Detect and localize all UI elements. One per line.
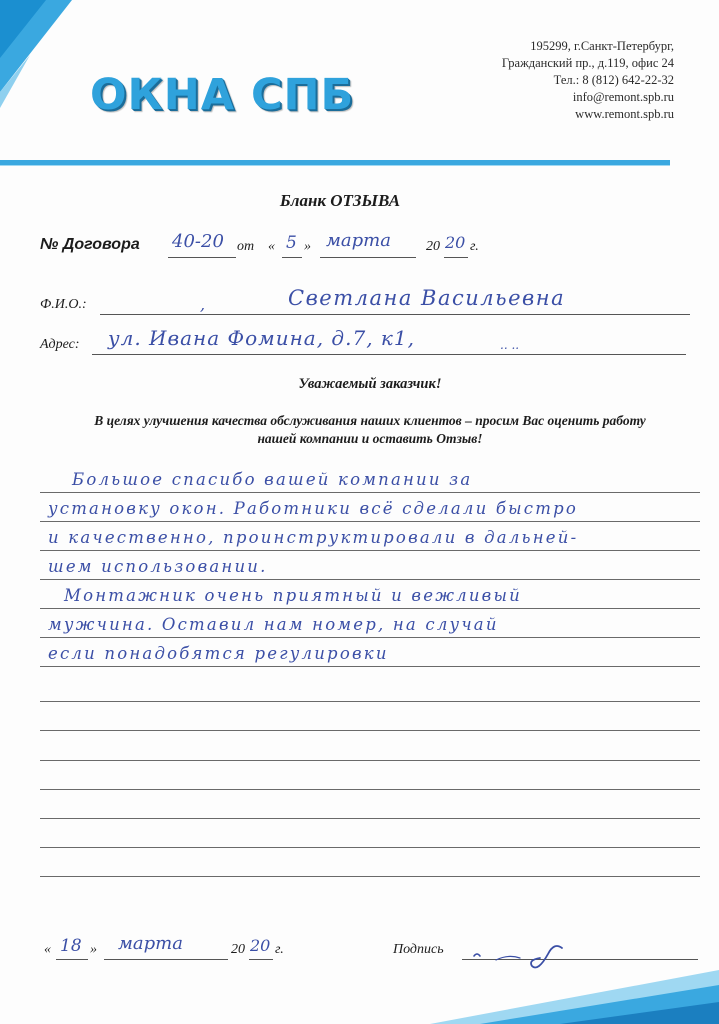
review-ruled-line xyxy=(40,760,700,761)
footer-year-prefix: 20 xyxy=(231,942,245,957)
review-text-line: Большое спасибо вашей компании за xyxy=(72,470,473,489)
quote-close: » xyxy=(304,239,311,254)
contract-month-value: марта xyxy=(326,230,391,251)
intro-line: В целях улучшения качества обслуживания наших клиентов – просим Вас оценить работу xyxy=(94,413,646,428)
review-ruled-line xyxy=(40,730,700,731)
review-text-line: если понадобятся регулировки xyxy=(48,644,389,663)
year-prefix: 20 xyxy=(426,239,440,254)
footer-month-underline xyxy=(104,959,228,960)
contact-line: Гражданский пр., д.119, офис 24 xyxy=(501,56,674,70)
fio-underline xyxy=(100,314,690,315)
handwritten-signature xyxy=(466,934,576,978)
footer-year-end: г. xyxy=(275,942,284,957)
contract-number-value: 40-20 xyxy=(172,231,224,252)
footer-quote-close: » xyxy=(90,942,97,957)
review-ruled-line xyxy=(40,876,700,877)
review-ruled-line xyxy=(40,847,700,848)
review-text-line: установку окон. Работники всё сделали быстро xyxy=(48,499,578,518)
contract-number-underline xyxy=(168,257,236,258)
footer-month-value: марта xyxy=(118,933,183,954)
review-ruled-line xyxy=(40,637,700,638)
fio-label: Ф.И.О.: xyxy=(40,297,87,312)
review-text-line: и качественно, проинструктировали в дальней- xyxy=(48,528,579,547)
contract-day-value: 5 xyxy=(286,233,297,253)
address-dots: .. .. xyxy=(500,338,520,352)
day-underline xyxy=(282,257,302,258)
review-ruled-line xyxy=(40,789,700,790)
contact-line: Тел.: 8 (812) 642-22-32 xyxy=(553,73,674,87)
review-text-line: шем использовании. xyxy=(48,557,268,576)
contract-year-value: 20 xyxy=(445,233,466,252)
contact-email: info@remont.spb.ru xyxy=(572,90,674,104)
address-label: Адрес: xyxy=(40,337,80,352)
review-ruled-line xyxy=(40,492,700,493)
review-ruled-line xyxy=(40,579,700,580)
intro-line: нашей компании и оставить Отзыв! xyxy=(257,431,483,446)
fio-value: Светлана Васильевна xyxy=(288,286,566,310)
month-underline xyxy=(320,257,416,258)
footer-day-underline xyxy=(56,959,88,960)
review-ruled-line xyxy=(40,608,700,609)
footer-year-underline xyxy=(249,959,273,960)
signature-label: Подпись xyxy=(393,942,444,957)
company-logo: ОКНА СПБ xyxy=(90,70,355,120)
footer-day-value: 18 xyxy=(60,936,82,956)
review-ruled-line xyxy=(40,818,700,819)
year-end: г. xyxy=(470,239,479,254)
year-underline xyxy=(444,257,468,258)
company-contacts xyxy=(502,38,674,123)
review-text-line: мужчина. Оставил нам номер, на случай xyxy=(48,615,499,634)
quote-open: « xyxy=(268,239,275,254)
contact-website: www.remont.spb.ru xyxy=(575,107,674,121)
contact-line: 195299, г.Санкт-Петербург, xyxy=(530,39,674,53)
review-ruled-line xyxy=(40,521,700,522)
form-title: Бланк ОТЗЫВА xyxy=(279,191,401,210)
footer-quote-open: « xyxy=(44,942,51,957)
review-ruled-line xyxy=(40,701,700,702)
address-underline xyxy=(92,354,686,355)
address-value: ул. Ивана Фомина, д.7, к1, xyxy=(108,326,415,350)
fio-comma: , xyxy=(200,295,206,314)
intro-text xyxy=(40,412,700,448)
footer-year-value: 20 xyxy=(250,936,271,955)
review-ruled-line xyxy=(40,550,700,551)
review-text-line: Монтажник очень приятный и вежливый xyxy=(64,586,522,605)
contract-label: № Договора xyxy=(40,236,140,253)
contract-from-label: от xyxy=(237,239,255,254)
salutation: Уважаемый заказчик! xyxy=(298,376,442,392)
review-ruled-line xyxy=(40,666,700,667)
